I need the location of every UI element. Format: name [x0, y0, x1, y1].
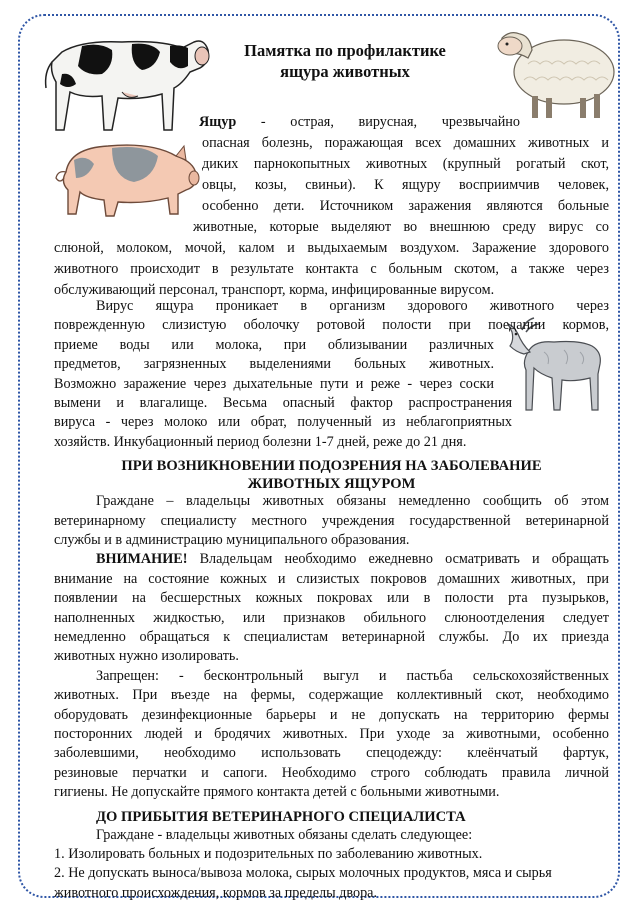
s1-p2-line-3: появлении на бесшерстных кожных покровах или в полости рта пузырьков,	[54, 590, 609, 607]
title-line-1: Памятка по профилактике	[244, 41, 446, 60]
section1-heading-line-1: ПРИ ВОЗНИКНОВЕНИИ ПОДОЗРЕНИЯ НА ЗАБОЛЕВАНИЕ	[121, 458, 542, 475]
section1-heading-line-2: ЖИВОТНЫХ ЯЩУРОМ	[247, 476, 416, 493]
intro-line-7: слюной, молоком, мочой, калом и выдыхаемым воздухом. Заражение здорового	[54, 240, 609, 256]
virus-line-6: вымени и влагалище. Весьма опасный фактор распространения	[54, 395, 512, 411]
cow-illustration	[42, 22, 212, 140]
s1-p3-line-2: животных. При въезде на фермы, содержащие коллективный скот, необходимо	[54, 687, 609, 704]
pig-illustration	[48, 134, 200, 220]
sheep-illustration	[488, 22, 620, 122]
page-title	[195, 40, 495, 82]
virus-line-2: поврежденную слизистую оболочку ротовой полости при поедании кормов,	[54, 317, 609, 334]
intro-line-6: животные, которые выделяют во внешнюю среду вирус со	[193, 219, 609, 235]
intro-term: Ящур	[199, 114, 237, 130]
virus-line-8: хозяйств. Инкубационный период болезни 1-7 дней, реже до 21 дня.	[54, 433, 467, 450]
title-line-2: ящура животных	[280, 62, 410, 81]
virus-line-7: вируса - через молоко или обрат, полученный из неблагоприятных	[54, 414, 512, 431]
s1-p1-line-1: Граждане – владельцы животных обязаны немедленно сообщить об этом	[96, 493, 609, 510]
s1-p3-line-4: посторонних людей и бродячих животных. При уходе за животными, особенно	[54, 726, 609, 742]
s1-p3-line-7: гигиены. Не допускайте прямого контакта детей с больными животными.	[54, 784, 500, 801]
s1-p2-line-1: ВНИМАНИЕ! Владельцам необходимо ежедневно осматривать и обращать	[96, 551, 609, 568]
section2-item-2-line-1: 2. Не допускать выноса/вывоза молока, сырых молочных продуктов, мяса и сырья	[54, 865, 552, 882]
section2-item-1: 1. Изолировать больных и подозрительных по заболеванию животных.	[54, 846, 483, 862]
s1-p1-line-2: ветеринарному специалисту местного учреждения государственной ветеринарной	[54, 512, 609, 529]
intro-line-4: овцы, козы, свиньи). К ящуру восприимчив человек,	[202, 177, 609, 193]
virus-line-5: Возможно заражение через дыхательные пути и реже - через соски	[54, 375, 494, 392]
s1-p3-line-3: оборудовать дезинфекционные барьеры и не допускать на территорию фермы	[54, 706, 609, 723]
virus-line-1: Вирус ящура проникает в организм здорового животного через	[96, 298, 609, 314]
s1-p2-line-2: внимание на состояние кожных и слизистых покровов домашних животных, при	[54, 570, 609, 587]
intro-line-5: особенно дети. Источником заражения являются больные	[202, 198, 609, 214]
intro-line-8: животного происходит в результате контакта с больным скотом, а также через	[54, 261, 609, 277]
s1-p2-line-6: животных нужно изолировать.	[54, 648, 239, 665]
intro-line-1: Ящур - острая, вирусная, чрезвычайно	[199, 114, 520, 130]
virus-line-3: приеме воды или молока, при облизывании различных	[54, 336, 494, 353]
s1-p1-line-3: службы и в администрацию муниципального образования.	[54, 532, 410, 548]
s1-p3-line-1: Запрещен: - бесконтрольный выгул и пастьба сельскохозяйственных	[96, 667, 609, 684]
intro-line-3: диких парнокопытных животных (крупный рогатый скот,	[202, 156, 609, 172]
section2-heading: ДО ПРИБЫТИЯ ВЕТЕРИНАРНОГО СПЕЦИАЛИСТА	[96, 808, 466, 825]
s1-p3-line-5: заболевшими, необходимо использовать спецодежду: клеёнчатый фартук,	[54, 745, 609, 762]
section2-intro: Граждане - владельцы животных обязаны сделать следующее:	[96, 826, 473, 843]
intro-line-9: обслуживающий персонал, транспорт, корма, инфицированные вирусом.	[54, 282, 495, 298]
section2-item-2-line-2: животного происхождения, кормов за пределы двора.	[54, 884, 378, 901]
s1-p2-line-4: наполненных жидкостью, или признаков обильного слюноотделения следует	[54, 609, 609, 626]
virus-line-4: предметов, загрязненных выделениями больных животных.	[54, 356, 494, 373]
s1-p3-line-6: резиновые перчатки и сапоги. Необходимо строго соблюдать правила личной	[54, 764, 609, 781]
intro-line-2: опасная болезнь, поражающая всех домашних животных и	[202, 135, 609, 151]
s1-p2-line-5: немедленно обращаться к специалистам ветеринарной службы. До их приезда	[54, 629, 609, 645]
attention-label: ВНИМАНИЕ!	[96, 551, 188, 568]
